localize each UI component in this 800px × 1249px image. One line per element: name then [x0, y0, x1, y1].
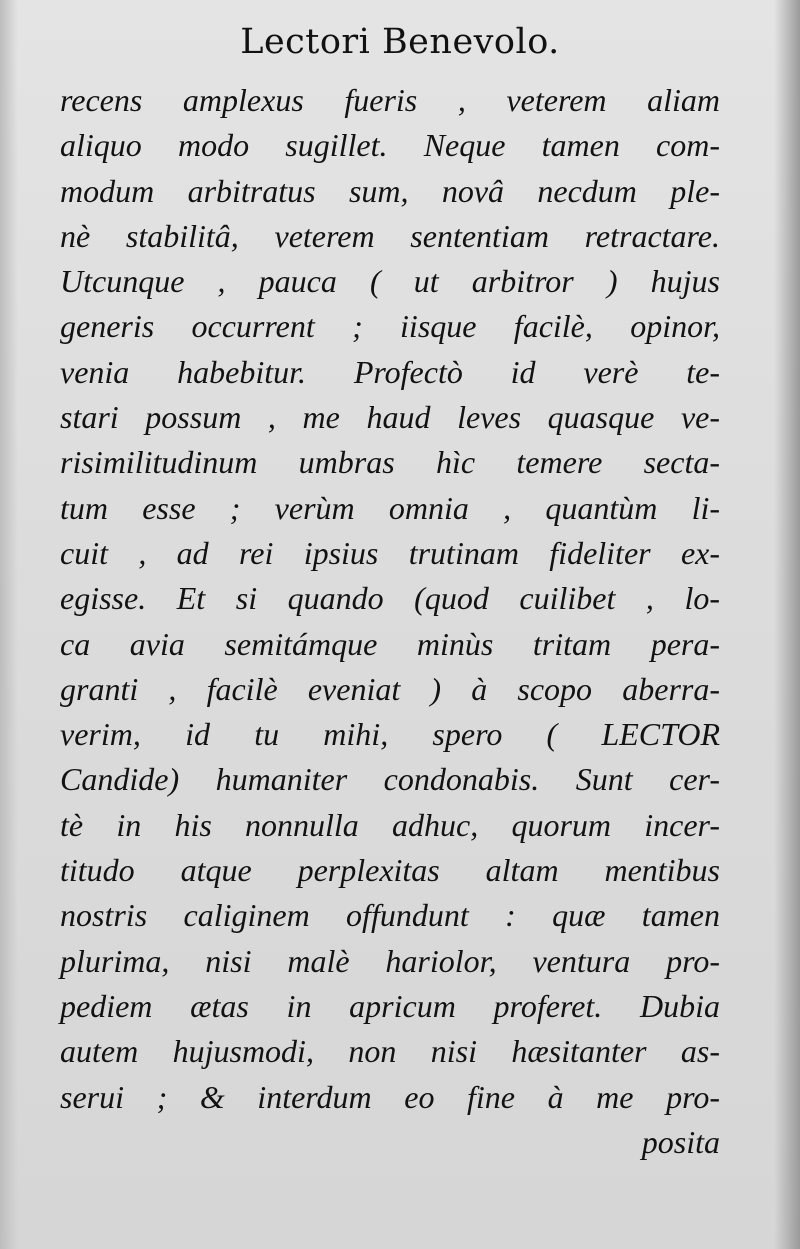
- text-line: generis occurrent ; iisque facilè, opinor,: [60, 308, 720, 345]
- text-line: aliquo modo sugillet. Neque tamen com-: [60, 127, 720, 164]
- text-line: titudo atque perplexitas altam mentibus: [60, 852, 720, 889]
- text-line: tè in his nonnulla adhuc, quorum incer-: [60, 806, 720, 843]
- text-line: Utcunque , pauca ( ut arbitror ) hujus: [60, 263, 720, 300]
- text-line: plurima, nisi malè hariolor, ventura pro-: [60, 942, 720, 979]
- text-line: venia habebitur. Profectò id verè te-: [60, 353, 720, 390]
- text-line: pediem ætas in apricum proferet. Dubia: [60, 987, 720, 1024]
- text-line: autem hujusmodi, non nisi hæsitanter as-: [60, 1033, 720, 1070]
- catchword: posita: [641, 1123, 720, 1160]
- text-line: granti , facilè eveniat ) à scopo aberra-: [60, 670, 720, 707]
- running-header: Lectori Benevolo.: [240, 22, 560, 62]
- text-line: risimilitudinum umbras hìc temere secta-: [60, 444, 720, 481]
- text-line: serui ; & interdum eo fine à me pro-: [60, 1078, 720, 1115]
- text-line: ca avia semitámque minùs tritam pera-: [60, 625, 720, 662]
- text-line: nè stabilitâ, veterem sententiam retractare.: [60, 217, 720, 254]
- text-line: cuit , ad rei ipsius trutinam fideliter ex-: [60, 534, 720, 571]
- text-line: tum esse ; verùm omnia , quantùm li-: [60, 489, 720, 526]
- text-line: stari possum , me haud leves quasque ve-: [60, 399, 720, 436]
- text-line: modum arbitratus sum, novâ necdum ple-: [60, 172, 720, 209]
- text-line: Candide) humaniter condonabis. Sunt cer-: [60, 761, 720, 798]
- text-line: egisse. Et si quando (quod cuilibet , lo-: [60, 580, 720, 617]
- text-line: nostris caliginem offundunt : quæ tamen: [60, 897, 720, 934]
- text-line: verim, id tu mihi, spero ( LECTOR: [60, 716, 720, 753]
- body-text: [60, 78, 720, 1165]
- text-line: recens amplexus fueris , veterem aliam: [60, 82, 720, 118]
